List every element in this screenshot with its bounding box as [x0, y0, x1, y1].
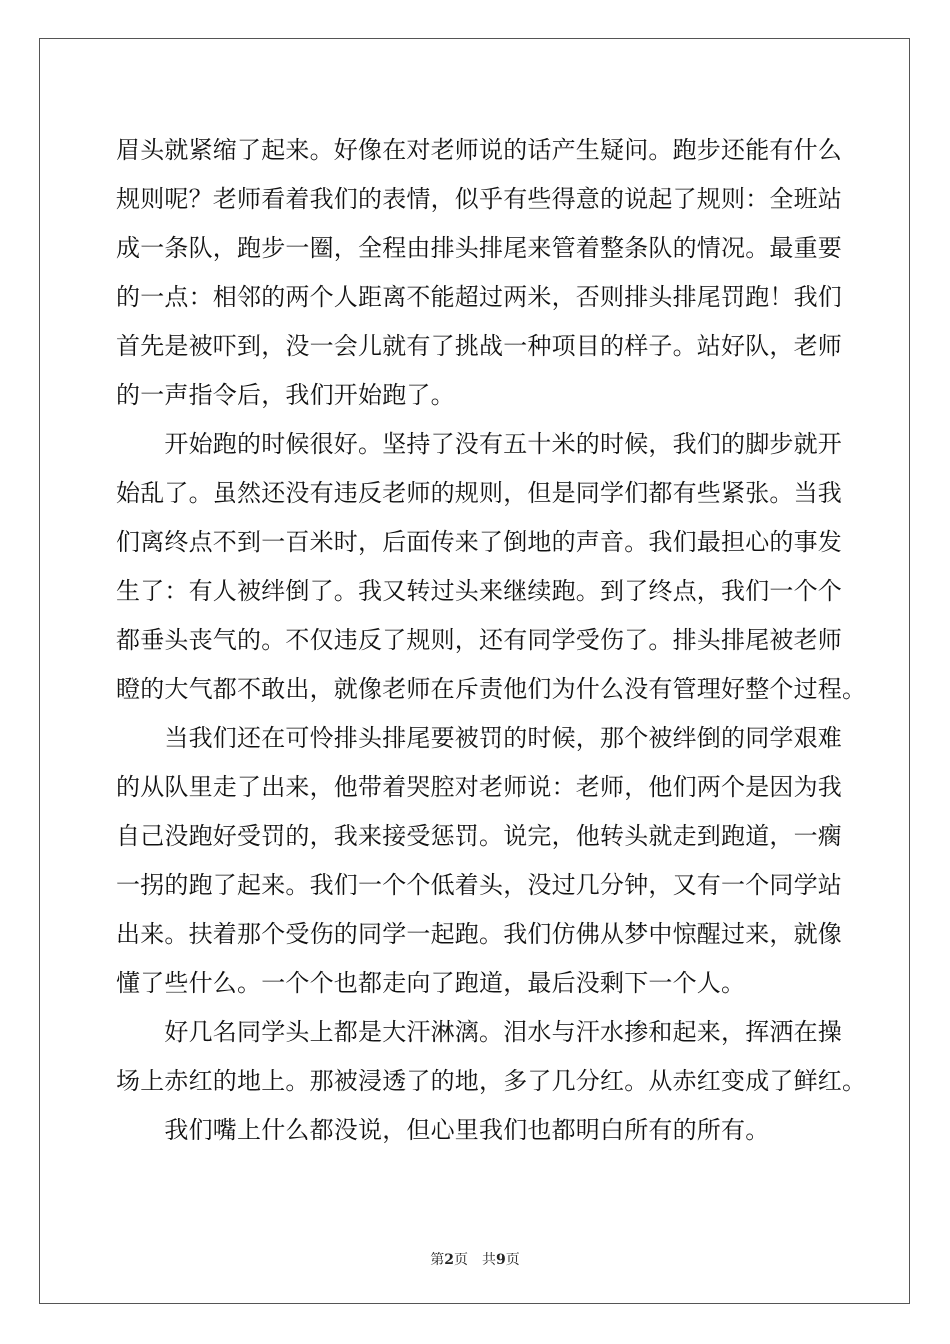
text-line: 首先是被吓到，没一会儿就有了挑战一种项目的样子。站好队，老师	[116, 332, 842, 360]
page-current: 2	[444, 1252, 454, 1268]
text-line: 生了：有人被绊倒了。我又转过头来继续跑。到了终点，我们一个个	[116, 577, 842, 605]
text-line: 开始跑的时候很好。坚持了没有五十米的时候，我们的脚步就开	[116, 430, 842, 458]
text-line: 眉头就紧缩了起来。好像在对老师说的话产生疑问。跑步还能有什么	[116, 136, 842, 164]
text-line: 场上赤红的地上。那被浸透了的地，多了几分红。从赤红变成了鲜红。	[116, 1067, 867, 1095]
page-footer	[0, 1249, 950, 1269]
text-line: 的从队里走了出来，他带着哭腔对老师说：老师，他们两个是因为我	[116, 773, 842, 801]
text-line: 规则呢？老师看着我们的表情，似乎有些得意的说起了规则：全班站	[116, 185, 842, 213]
text-line: 出来。扶着那个受伤的同学一起跑。我们仿佛从梦中惊醒过来，就像	[116, 920, 842, 948]
text-line: 瞪的大气都不敢出，就像老师在斥责他们为什么没有管理好整个过程。	[116, 675, 867, 703]
text-line: 的一声指令后，我们开始跑了。	[116, 381, 455, 409]
text-line: 始乱了。虽然还没有违反老师的规则，但是同学们都有些紧张。当我	[116, 479, 842, 507]
text-line: 成一条队，跑步一圈，全程由排头排尾来管着整条队的情况。最重要	[116, 234, 842, 262]
text-line: 当我们还在可怜排头排尾要被罚的时候，那个被绊倒的同学艰难	[116, 724, 842, 752]
text-line: 的一点：相邻的两个人距离不能超过两米，否则排头排尾罚跑！我们	[116, 283, 842, 311]
document-body	[116, 126, 867, 1155]
text-line: 们离终点不到一百米时，后面传来了倒地的声音。我们最担心的事发	[116, 528, 842, 556]
page-mid: 页 共	[454, 1252, 496, 1268]
page-suffix: 页	[505, 1252, 520, 1268]
text-line: 懂了些什么。一个个也都走向了跑道，最后没剩下一个人。	[116, 969, 746, 997]
text-line: 我们嘴上什么都没说，但心里我们也都明白所有的所有。	[116, 1116, 770, 1144]
text-line: 好几名同学头上都是大汗淋漓。泪水与汗水掺和起来，挥洒在操	[116, 1018, 842, 1046]
text-line: 自己没跑好受罚的，我来接受惩罚。说完，他转头就走到跑道，一瘸	[116, 822, 842, 850]
text-line: 一拐的跑了起来。我们一个个低着头，没过几分钟，又有一个同学站	[116, 871, 842, 899]
page-total: 9	[496, 1252, 506, 1268]
text-line: 都垂头丧气的。不仅违反了规则，还有同学受伤了。排头排尾被老师	[116, 626, 842, 654]
page-prefix: 第	[430, 1252, 445, 1268]
